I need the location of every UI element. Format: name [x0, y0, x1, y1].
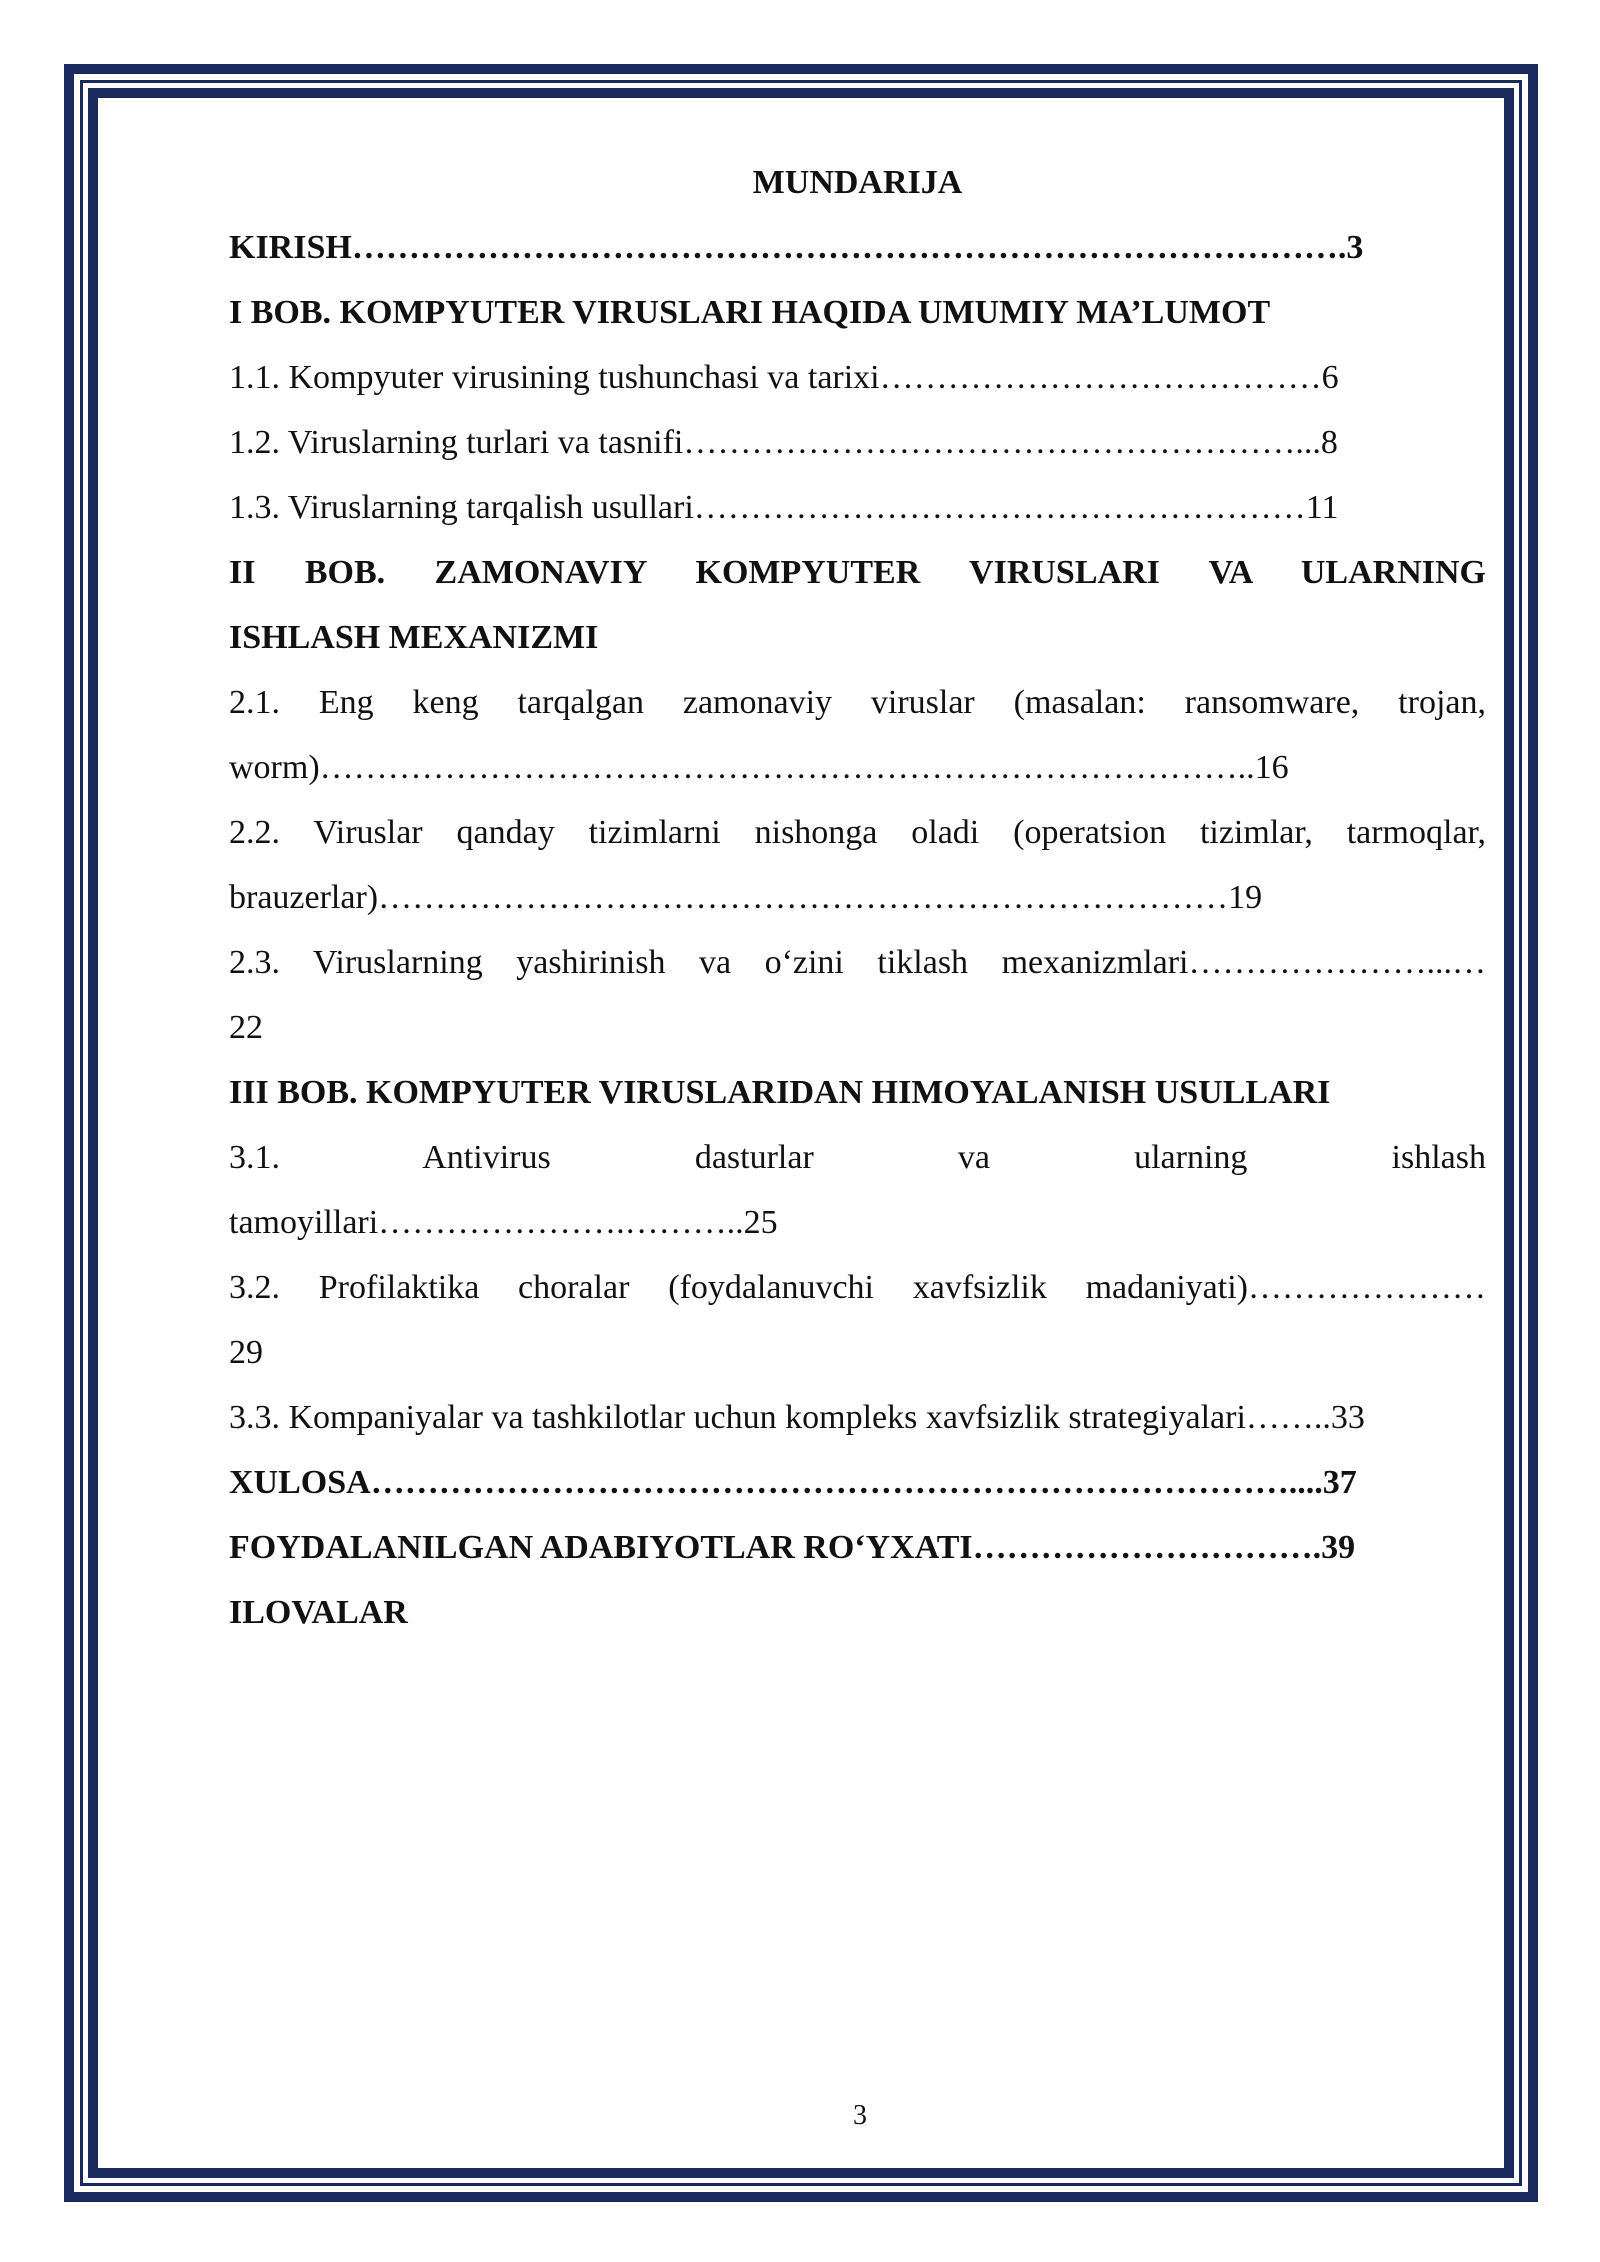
toc-entry-2-3[interactable]: 2.3. Viruslarning yashirinish va o‘zini tiklash mexanizmlari…………………...… [229, 944, 1486, 981]
toc-chapter-2-cont[interactable]: ISHLASH MEXANIZMI [229, 619, 599, 656]
toc-entry-1-3[interactable]: 1.3. Viruslarning tarqalish usullari………………………………………………11 [229, 489, 1339, 526]
toc-entry-3-1[interactable]: 3.1. Antivirus dasturlar va ularning ishlash [229, 1139, 1486, 1176]
toc-chapter-1[interactable]: I BOB. KOMPYUTER VIRUSLARI HAQIDA UMUMIY MA’LUMOT [229, 294, 1271, 331]
toc-chapter-2[interactable]: II BOB. ZAMONAVIY KOMPYUTER VIRUSLARI VA ULARNING [229, 554, 1486, 591]
toc-entry-1-2[interactable]: 1.2. Viruslarning turlari va tasnifi………………………………………………...8 [229, 424, 1338, 461]
toc-entry-2-3-page[interactable]: 22 [229, 1009, 263, 1046]
toc-entry-3-2[interactable]: 3.2. Profilaktika choralar (foydalanuvchi xavfsizlik madaniyati)………………… [229, 1269, 1486, 1306]
table-of-contents [229, 150, 1486, 1645]
toc-entry-2-2-cont[interactable]: brauzerlar)…………………………………………………………………19 [229, 879, 1263, 916]
toc-entry-adabiyotlar[interactable]: FOYDALANILGAN ADABIYOTLAR RO‘YXATI………………………….39 [229, 1529, 1356, 1566]
toc-title: MUNDARIJA [752, 164, 963, 201]
toc-entry-ilovalar[interactable]: ILOVALAR [229, 1594, 408, 1631]
toc-entry-2-1[interactable]: 2.1. Eng keng tarqalgan zamonaviy viruslar (masalan: ransomware, trojan, [229, 684, 1486, 721]
toc-entry-3-3[interactable]: 3.3. Kompaniyalar va tashkilotlar uchun kompleks xavfsizlik strategiyalari……..33 [229, 1399, 1365, 1436]
toc-entry-xulosa[interactable]: XULOSA………………………………………………………………………....37 [229, 1464, 1357, 1501]
toc-entry-1-1[interactable]: 1.1. Kompyuter virusining tushunchasi va tarixi…………………………………6 [229, 359, 1339, 396]
toc-entry-3-2-page[interactable]: 29 [229, 1334, 263, 1371]
toc-entry-2-2[interactable]: 2.2. Viruslar qanday tizimlarni nishonga oladi (operatsion tizimlar, tarmoqlar, [229, 814, 1486, 851]
toc-chapter-3[interactable]: III BOB. KOMPYUTER VIRUSLARIDAN HIMOYALANISH USULLARI [229, 1074, 1331, 1111]
toc-entry-kirish[interactable]: KIRISH…………………………………………………………………………….3 [229, 229, 1364, 266]
page-number: 3 [853, 2100, 867, 2131]
toc-entry-2-1-cont[interactable]: worm)………………………………………………………………………..16 [229, 749, 1289, 786]
toc-entry-3-1-cont[interactable]: tamoyillari………………….………..25 [229, 1204, 778, 1241]
